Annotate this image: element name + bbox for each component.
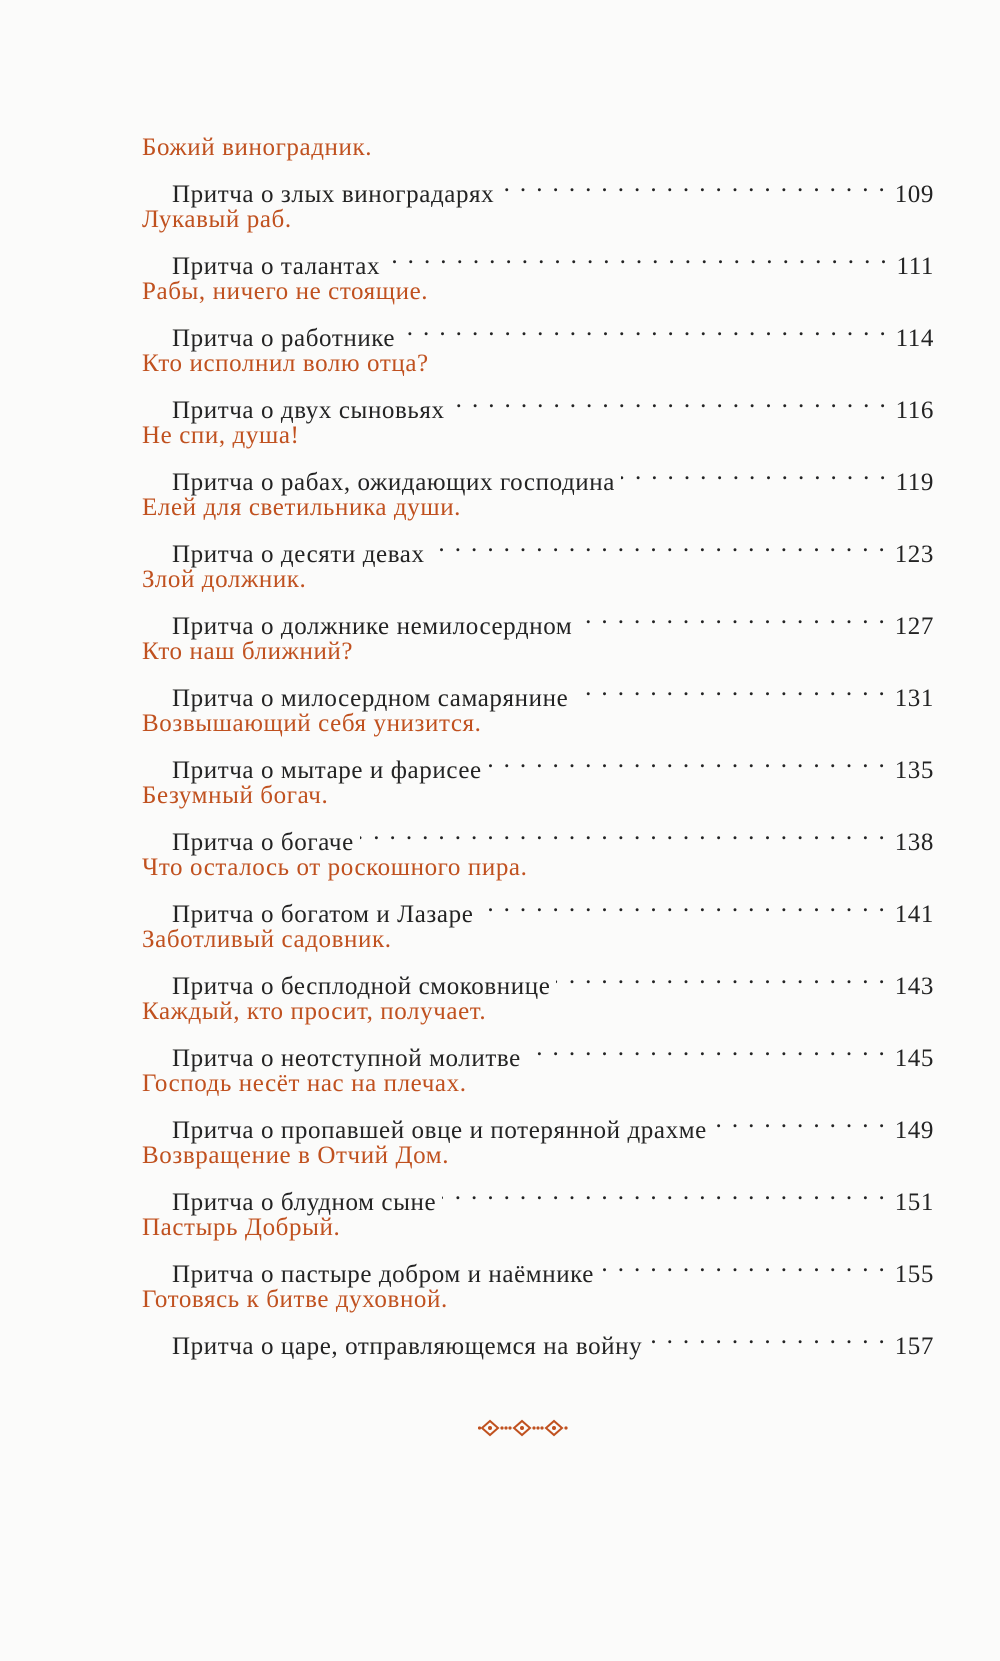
diamond-chain-ornament-icon [478, 1416, 570, 1440]
dot-leader [360, 814, 887, 850]
toc-item-title: Притча о талантах [172, 253, 381, 280]
toc-heading: Безумный богач. [142, 782, 329, 809]
toc-page-number: 138 [894, 829, 934, 856]
toc-item-title: Притча о злых виноградарях [172, 181, 495, 208]
toc-entry [0, 346, 1000, 424]
toc-item[interactable] [0, 238, 934, 280]
toc-page-number: 131 [894, 685, 934, 712]
toc-entry [0, 1282, 1000, 1360]
toc-heading: Господь несёт нас на плечах. [142, 1070, 467, 1097]
toc-entry [0, 994, 1000, 1072]
toc-entry [0, 490, 1000, 568]
toc-page-number: 145 [894, 1045, 934, 1072]
toc-heading: Лукавый раб. [142, 206, 292, 233]
toc-item-title: Притча о блудном сыне [172, 1189, 437, 1216]
toc-page-number: 119 [895, 469, 934, 496]
toc-item[interactable] [0, 742, 934, 784]
dot-leader [713, 1102, 887, 1138]
toc-item-title: Притча о неотступной молитве [172, 1045, 521, 1072]
dot-leader [500, 166, 886, 202]
toc-heading: Елей для светильника души. [142, 494, 462, 521]
toc-item[interactable] [0, 598, 934, 640]
toc-item-title: Притча о двух сыновьях [172, 397, 445, 424]
toc-item-title: Притча о рабах, ожидающих господина [172, 469, 615, 496]
dot-leader [401, 310, 888, 346]
toc-page-number: 151 [894, 1189, 934, 1216]
toc-entry [0, 1138, 1000, 1216]
toc-item-title: Притча о десяти девах [172, 541, 425, 568]
table-of-contents [0, 130, 1000, 1360]
toc-entry [0, 778, 1000, 856]
toc-item[interactable] [0, 886, 934, 928]
toc-heading: Кто наш ближний? [142, 638, 354, 665]
dot-leader [386, 238, 888, 274]
toc-entry [0, 418, 1000, 496]
toc-entry [0, 850, 1000, 928]
toc-heading: Не спи, душа! [142, 422, 300, 449]
toc-item[interactable] [0, 454, 934, 496]
dot-leader [600, 1246, 887, 1282]
toc-page-number: 123 [894, 541, 934, 568]
toc-item-title: Притча о царе, отправляющемся на войну [172, 1333, 643, 1360]
toc-page-number: 155 [894, 1261, 934, 1288]
toc-item[interactable] [0, 1030, 934, 1072]
toc-item-title: Притча о пастыре добром и наёмнике [172, 1261, 594, 1288]
toc-page-number: 127 [894, 613, 934, 640]
toc-heading: Рабы, ничего не стоящие. [142, 278, 429, 305]
toc-entry [0, 706, 1000, 784]
toc-heading: Пастырь Добрый. [142, 1214, 341, 1241]
toc-item-title: Притча о богаче [172, 829, 354, 856]
toc-item[interactable] [0, 1102, 934, 1144]
toc-heading: Каждый, кто просит, получает. [142, 998, 487, 1025]
toc-page-number: 143 [894, 973, 934, 1000]
dot-leader [556, 958, 886, 994]
toc-page-number: 111 [896, 253, 934, 280]
toc-item[interactable] [0, 526, 934, 568]
toc-item-title: Притча о бесплодной смоковнице [172, 973, 551, 1000]
toc-item[interactable] [0, 382, 934, 424]
toc-item[interactable] [0, 310, 934, 352]
toc-heading: Возвышающий себя унизится. [142, 710, 482, 737]
toc-page-number: 135 [894, 757, 934, 784]
toc-entry [0, 562, 1000, 640]
toc-heading: Кто исполнил волю отца? [142, 350, 429, 377]
toc-item[interactable] [0, 166, 934, 208]
toc-entry [0, 130, 1000, 208]
toc-item-title: Притча о работнике [172, 325, 396, 352]
toc-page-number: 109 [894, 181, 934, 208]
toc-page-number: 149 [894, 1117, 934, 1144]
dot-leader [648, 1318, 886, 1354]
toc-entry [0, 1066, 1000, 1144]
toc-item[interactable] [0, 958, 934, 1000]
toc-item[interactable] [0, 814, 934, 856]
toc-page-number: 116 [895, 397, 934, 424]
dot-leader [431, 526, 887, 562]
toc-entry [0, 922, 1000, 1000]
dot-leader [621, 454, 888, 490]
dot-leader [442, 1174, 887, 1210]
toc-heading: Божий виноградник. [142, 134, 373, 161]
toc-item-title: Притча о милосердном самарянине [172, 685, 569, 712]
dot-leader [578, 598, 886, 634]
toc-item[interactable] [0, 1174, 934, 1216]
dot-leader [527, 1030, 887, 1066]
toc-heading: Заботливый садовник. [142, 926, 392, 953]
dot-leader [488, 742, 887, 778]
toc-item-title: Притча о мытаре и фарисее [172, 757, 482, 784]
toc-item[interactable] [0, 1318, 934, 1360]
toc-page-number: 157 [894, 1333, 934, 1360]
toc-item-title: Притча о пропавшей овце и потерянной драхме [172, 1117, 707, 1144]
toc-heading: Что осталось от роскошного пира. [142, 854, 528, 881]
toc-item[interactable] [0, 670, 934, 712]
dot-leader [574, 670, 886, 706]
toc-item[interactable] [0, 1246, 934, 1288]
toc-page-number: 114 [895, 325, 934, 352]
dot-leader [479, 886, 886, 922]
toc-heading: Возвращение в Отчий Дом. [142, 1142, 450, 1169]
toc-page-number: 141 [894, 901, 934, 928]
toc-heading: Готовясь к битве духовной. [142, 1286, 448, 1313]
toc-entry [0, 202, 1000, 280]
toc-item-title: Притча о богатом и Лазаре [172, 901, 474, 928]
toc-item-title: Притча о должнике немилосердном [172, 613, 573, 640]
dot-leader [451, 382, 888, 418]
toc-entry [0, 1210, 1000, 1288]
toc-entry [0, 634, 1000, 712]
toc-heading: Злой должник. [142, 566, 307, 593]
toc-entry [0, 274, 1000, 352]
